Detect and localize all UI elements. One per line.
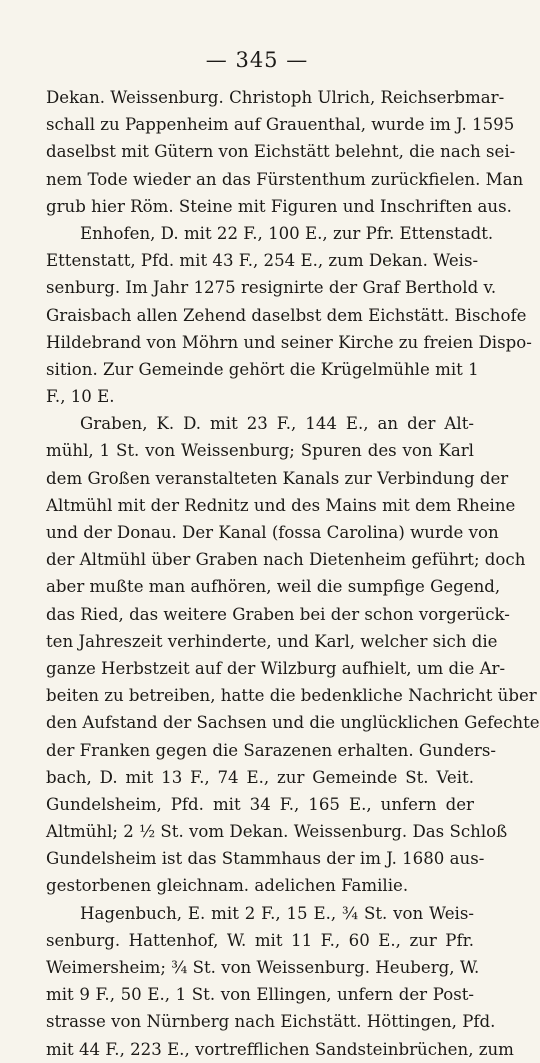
text-line: Gundelsheim ist das Stammhaus der im J. 1680 aus- (46, 849, 485, 869)
text-line: mühl, 1 St. von Weissenburg; Spuren des von Karl (46, 441, 474, 461)
text-line: Gundelsheim, Pfd. mit 34 F., 165 E., unfern der (46, 794, 474, 814)
text-line: bach, D. mit 13 F., 74 E., zur Gemeinde St. Veit. (46, 767, 474, 787)
text-line: grub hier Röm. Steine mit Figuren und Inschriften aus. (46, 196, 512, 216)
text-line: Hagenbuch, E. mit 2 F., 15 E., ¾ St. von Weis- (80, 903, 474, 923)
text-line: strasse von Nürnberg nach Eichstätt. Höttingen, Pfd. (46, 1012, 496, 1032)
text-line: Ettenstatt, Pfd. mit 43 F., 254 E., zum Dekan. Weis- (46, 251, 479, 271)
text-line: mit 9 F., 50 E., 1 St. von Ellingen, unfern der Post- (46, 985, 474, 1005)
text-line: gestorbenen gleichnam. adelichen Familie. (46, 876, 409, 896)
text-line: dem Großen veranstalteten Kanals zur Verbindung der (46, 468, 509, 488)
text-line: mit 44 F., 223 E., vortrefflichen Sandsteinbrüchen, zum (46, 1039, 514, 1059)
text-line: Hildebrand von Möhrn und seiner Kirche zu freien Dispo- (46, 332, 532, 352)
text-line: Dekan. Weissenburg. Christoph Ulrich, Reichserbmar- (46, 88, 505, 107)
text-line: ten Jahreszeit verhinderte, und Karl, welcher sich die (46, 631, 498, 651)
text-line: schall zu Pappenheim auf Grauenthal, wurde im J. 1595 (46, 115, 515, 135)
text-line: der Altmühl über Graben nach Dietenheim geführt; doch (46, 550, 526, 570)
text-line: Graisbach allen Zehend daselbst dem Eichstätt. Bischofe (46, 305, 527, 325)
text-line: der Franken gegen die Sarazenen erhalten. Gunders- (46, 740, 496, 760)
text-line: nem Tode wieder an das Fürstenthum zurückfielen. Man (46, 169, 524, 189)
text-line: senburg. Hattenhof, W. mit 11 F., 60 E., zur Pfr. (46, 930, 474, 950)
page-number-header: — 345 — (205, 48, 309, 72)
text-line: daselbst mit Gütern von Eichstätt belehnt, die nach sei- (46, 142, 516, 162)
text-line: Altmühl; 2 ½ St. vom Dekan. Weissenburg. Das Schloß (46, 822, 508, 842)
text-line: Weimersheim; ¾ St. von Weissenburg. Heuberg, W. (46, 958, 480, 977)
text-line: sition. Zur Gemeinde gehört die Krügelmühle mit 1 (46, 359, 479, 379)
text-line: F., 10 E. (46, 387, 115, 407)
text-line: senburg. Im Jahr 1275 resignirte der Graf Berthold v. (46, 278, 497, 298)
text-line: Altmühl mit der Rednitz und des Mains mit dem Rheine (46, 495, 516, 515)
text-line: und der Donau. Der Kanal (fossa Carolina) wurde von (46, 523, 499, 542)
page-body-text (46, 84, 540, 1063)
text-line: den Aufstand der Sachsen und die unglücklichen Gefechte (46, 713, 540, 733)
text-line: Enhofen, D. mit 22 F., 100 E., zur Pfr. Ettenstadt. (80, 223, 494, 243)
text-line: das Ried, das weitere Graben bei der schon vorgerück- (46, 604, 510, 624)
text-line: aber mußte man aufhören, weil die sumpfige Gegend, (46, 577, 501, 597)
text-line: ganze Herbstzeit auf der Wilzburg aufhielt, um die Ar- (46, 658, 506, 678)
text-line: Graben, K. D. mit 23 F., 144 E., an der Alt- (80, 414, 474, 434)
text-line: beiten zu betreiben, hatte die bedenkliche Nachricht über (46, 686, 537, 706)
